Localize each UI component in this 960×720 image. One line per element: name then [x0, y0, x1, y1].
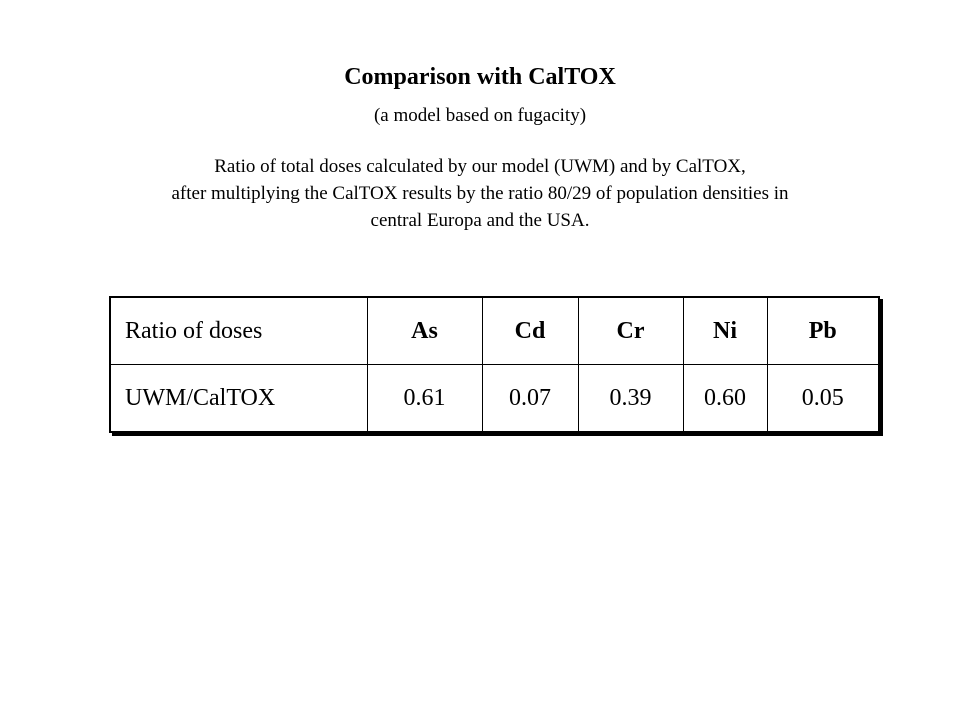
description-line: Ratio of total doses calculated by our model (UWM) and by CalTOX,	[214, 156, 746, 177]
header-cell-pb: Pb	[767, 297, 879, 365]
value-cell-pb: 0.05	[767, 365, 879, 433]
header-cell-cd: Cd	[482, 297, 578, 365]
value-cell-ni: 0.60	[683, 365, 767, 433]
value-cell-as: 0.61	[367, 365, 482, 433]
value-cell-cr: 0.39	[578, 365, 683, 433]
table-header-row	[110, 297, 879, 365]
description-text	[80, 153, 880, 234]
page-title: Comparison with CalTOX	[344, 64, 616, 90]
header-label-cell: Ratio of doses	[110, 297, 367, 365]
page-subtitle: (a model based on fugacity)	[373, 105, 587, 126]
header-cell-ni: Ni	[683, 297, 767, 365]
description-line: after multiplying the CalTOX results by the ratio 80/29 of population densities in	[171, 183, 789, 204]
row-label-cell: UWM/CalTOX	[110, 365, 367, 433]
header-cell-as: As	[367, 297, 482, 365]
value-cell-cd: 0.07	[482, 365, 578, 433]
table-row	[110, 365, 879, 433]
description-line: central Europa and the USA.	[370, 210, 590, 231]
dose-ratio-table	[109, 296, 880, 433]
header-cell-cr: Cr	[578, 297, 683, 365]
